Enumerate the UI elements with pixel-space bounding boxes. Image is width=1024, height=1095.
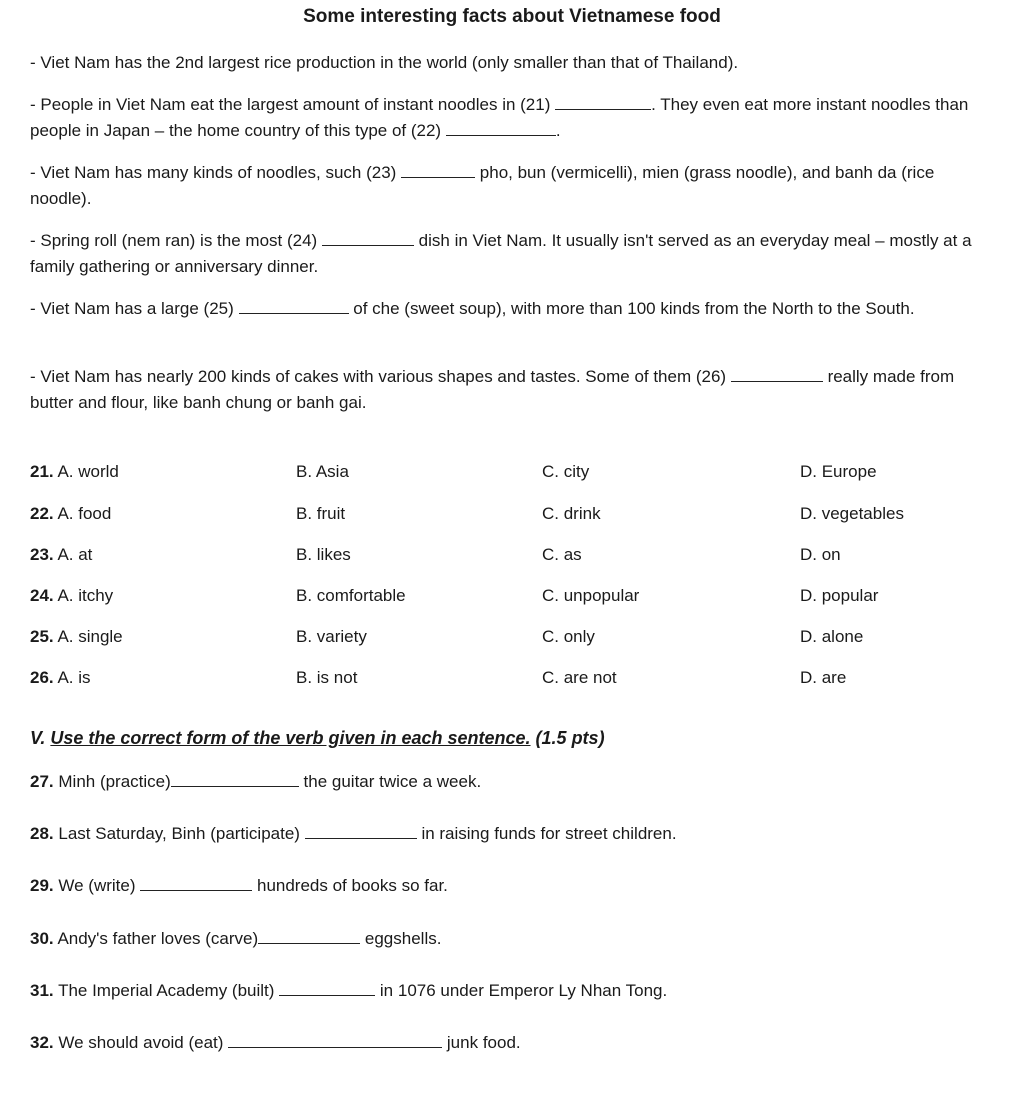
question-number: 21. [30,462,54,481]
paragraph-text: dish in Viet Nam. It usually isn't served as an everyday meal – mostly at a family gathering or anniversary dinner. [30,231,972,276]
passage-paragraph-4 [30,228,998,280]
options-row-22 [30,504,998,528]
option-a[interactable] [30,668,91,688]
option-text: A. itchy [57,586,114,605]
option-text: A. food [57,504,112,523]
section-label: V. [30,728,46,748]
blank-26[interactable] [731,365,823,382]
passage-paragraph-2 [30,92,998,144]
question-rest: junk food. [446,1033,521,1052]
option-c[interactable]: C. are not [542,668,617,687]
paragraph-text: - Viet Nam has many kinds of noodles, such (23) [30,163,397,182]
option-a[interactable] [30,504,111,524]
verb-question-31 [30,979,667,1001]
answer-blank-29[interactable] [140,874,252,891]
paragraph-text: - Viet Nam has a large (25) [30,299,234,318]
section-instruction: Use the correct form of the verb given in each sentence. [50,728,531,748]
paragraph-text: . [555,121,561,140]
question-number: 31. [30,981,54,1000]
options-row-26 [30,668,998,692]
answer-blank-30[interactable] [258,927,360,944]
paragraph-text: - Spring roll (nem ran) is the most (24) [30,231,318,250]
question-prompt: We (write) [58,876,136,895]
answer-blank-31[interactable] [279,979,375,996]
section-v-heading [30,728,605,749]
option-b[interactable]: B. Asia [296,462,349,481]
question-rest: hundreds of books so far. [256,876,448,895]
option-d[interactable]: D. alone [800,627,864,646]
question-number: 27. [30,772,54,791]
question-rest: the guitar twice a week. [303,772,482,791]
option-a[interactable] [30,586,113,606]
option-c[interactable]: C. only [542,627,595,646]
paragraph-text: - Viet Nam has the 2nd largest rice production in the world (only smaller than that of Thailand). [30,53,739,72]
option-a[interactable] [30,545,92,565]
question-prompt: The Imperial Academy (built) [58,981,275,1000]
option-text: A. single [57,627,123,646]
answer-blank-27[interactable] [171,770,299,787]
option-b[interactable]: B. likes [296,545,351,564]
question-number: 30. [30,929,54,948]
verb-question-28 [30,822,677,844]
passage-paragraph-5 [30,296,998,322]
option-d[interactable]: D. popular [800,586,879,605]
question-number: 29. [30,876,54,895]
passage-paragraph-3 [30,160,998,212]
options-row-24 [30,586,998,610]
question-prompt: Andy's father loves (carve) [57,929,259,948]
option-d[interactable]: D. vegetables [800,504,904,523]
verb-question-32 [30,1031,521,1053]
question-number: 23. [30,545,54,564]
paragraph-text: - Viet Nam has nearly 200 kinds of cakes with various shapes and tastes. Some of them (26) [30,367,727,386]
option-c[interactable]: C. city [542,462,590,481]
question-prompt: Minh (practice) [58,772,171,791]
question-number: 32. [30,1033,54,1052]
option-a[interactable] [30,462,119,482]
option-text: A. world [57,462,119,481]
option-c[interactable]: C. drink [542,504,601,523]
passage-paragraph-1 [30,50,998,76]
blank-23[interactable] [401,161,475,178]
paragraph-text: - People in Viet Nam eat the largest amount of instant noodles in (21) [30,95,551,114]
question-number: 28. [30,824,54,843]
passage-paragraph-6 [30,364,998,416]
option-b[interactable]: B. variety [296,627,367,646]
question-number: 22. [30,504,54,523]
section-points: (1.5 pts) [535,728,605,748]
question-prompt: We should avoid (eat) [58,1033,224,1052]
blank-22[interactable] [446,119,556,136]
option-c[interactable]: C. as [542,545,582,564]
question-number: 26. [30,668,54,687]
question-rest: in raising funds for street children. [421,824,677,843]
question-number: 25. [30,627,54,646]
option-d[interactable]: D. on [800,545,841,564]
paragraph-text: of che (sweet soup), with more than 100 kinds from the North to the South. [353,299,915,318]
option-b[interactable]: B. fruit [296,504,346,523]
option-d[interactable]: D. are [800,668,847,687]
answer-blank-32[interactable] [228,1031,442,1048]
options-row-23 [30,545,998,569]
blank-21[interactable] [555,93,651,110]
verb-question-27 [30,770,481,792]
verb-question-29 [30,874,448,896]
paragraph-text: . They even eat more instant noodles than people in Japan – the home country of this type of (22) [30,95,969,140]
option-text: A. at [57,545,93,564]
paragraph-text: pho, bun (vermicelli), mien (grass noodle), and banh da (rice noodle). [30,163,935,208]
blank-25[interactable] [239,297,349,314]
option-c[interactable]: C. unpopular [542,586,640,605]
option-b[interactable]: B. comfortable [296,586,406,605]
paragraph-text: really made from butter and flour, like banh chung or banh gai. [30,367,955,412]
options-row-21 [30,462,998,486]
question-rest: eggshells. [364,929,442,948]
option-d[interactable]: D. Europe [800,462,877,481]
answer-blank-28[interactable] [305,822,417,839]
page-title: Some interesting facts about Vietnamese food [303,6,721,27]
question-number: 24. [30,586,54,605]
option-b[interactable]: B. is not [296,668,358,687]
option-text: A. is [57,668,91,687]
question-rest: in 1076 under Emperor Ly Nhan Tong. [379,981,668,1000]
options-row-25 [30,627,998,651]
blank-24[interactable] [322,229,414,246]
verb-question-30 [30,927,441,949]
option-a[interactable] [30,627,123,647]
question-prompt: Last Saturday, Binh (participate) [58,824,300,843]
